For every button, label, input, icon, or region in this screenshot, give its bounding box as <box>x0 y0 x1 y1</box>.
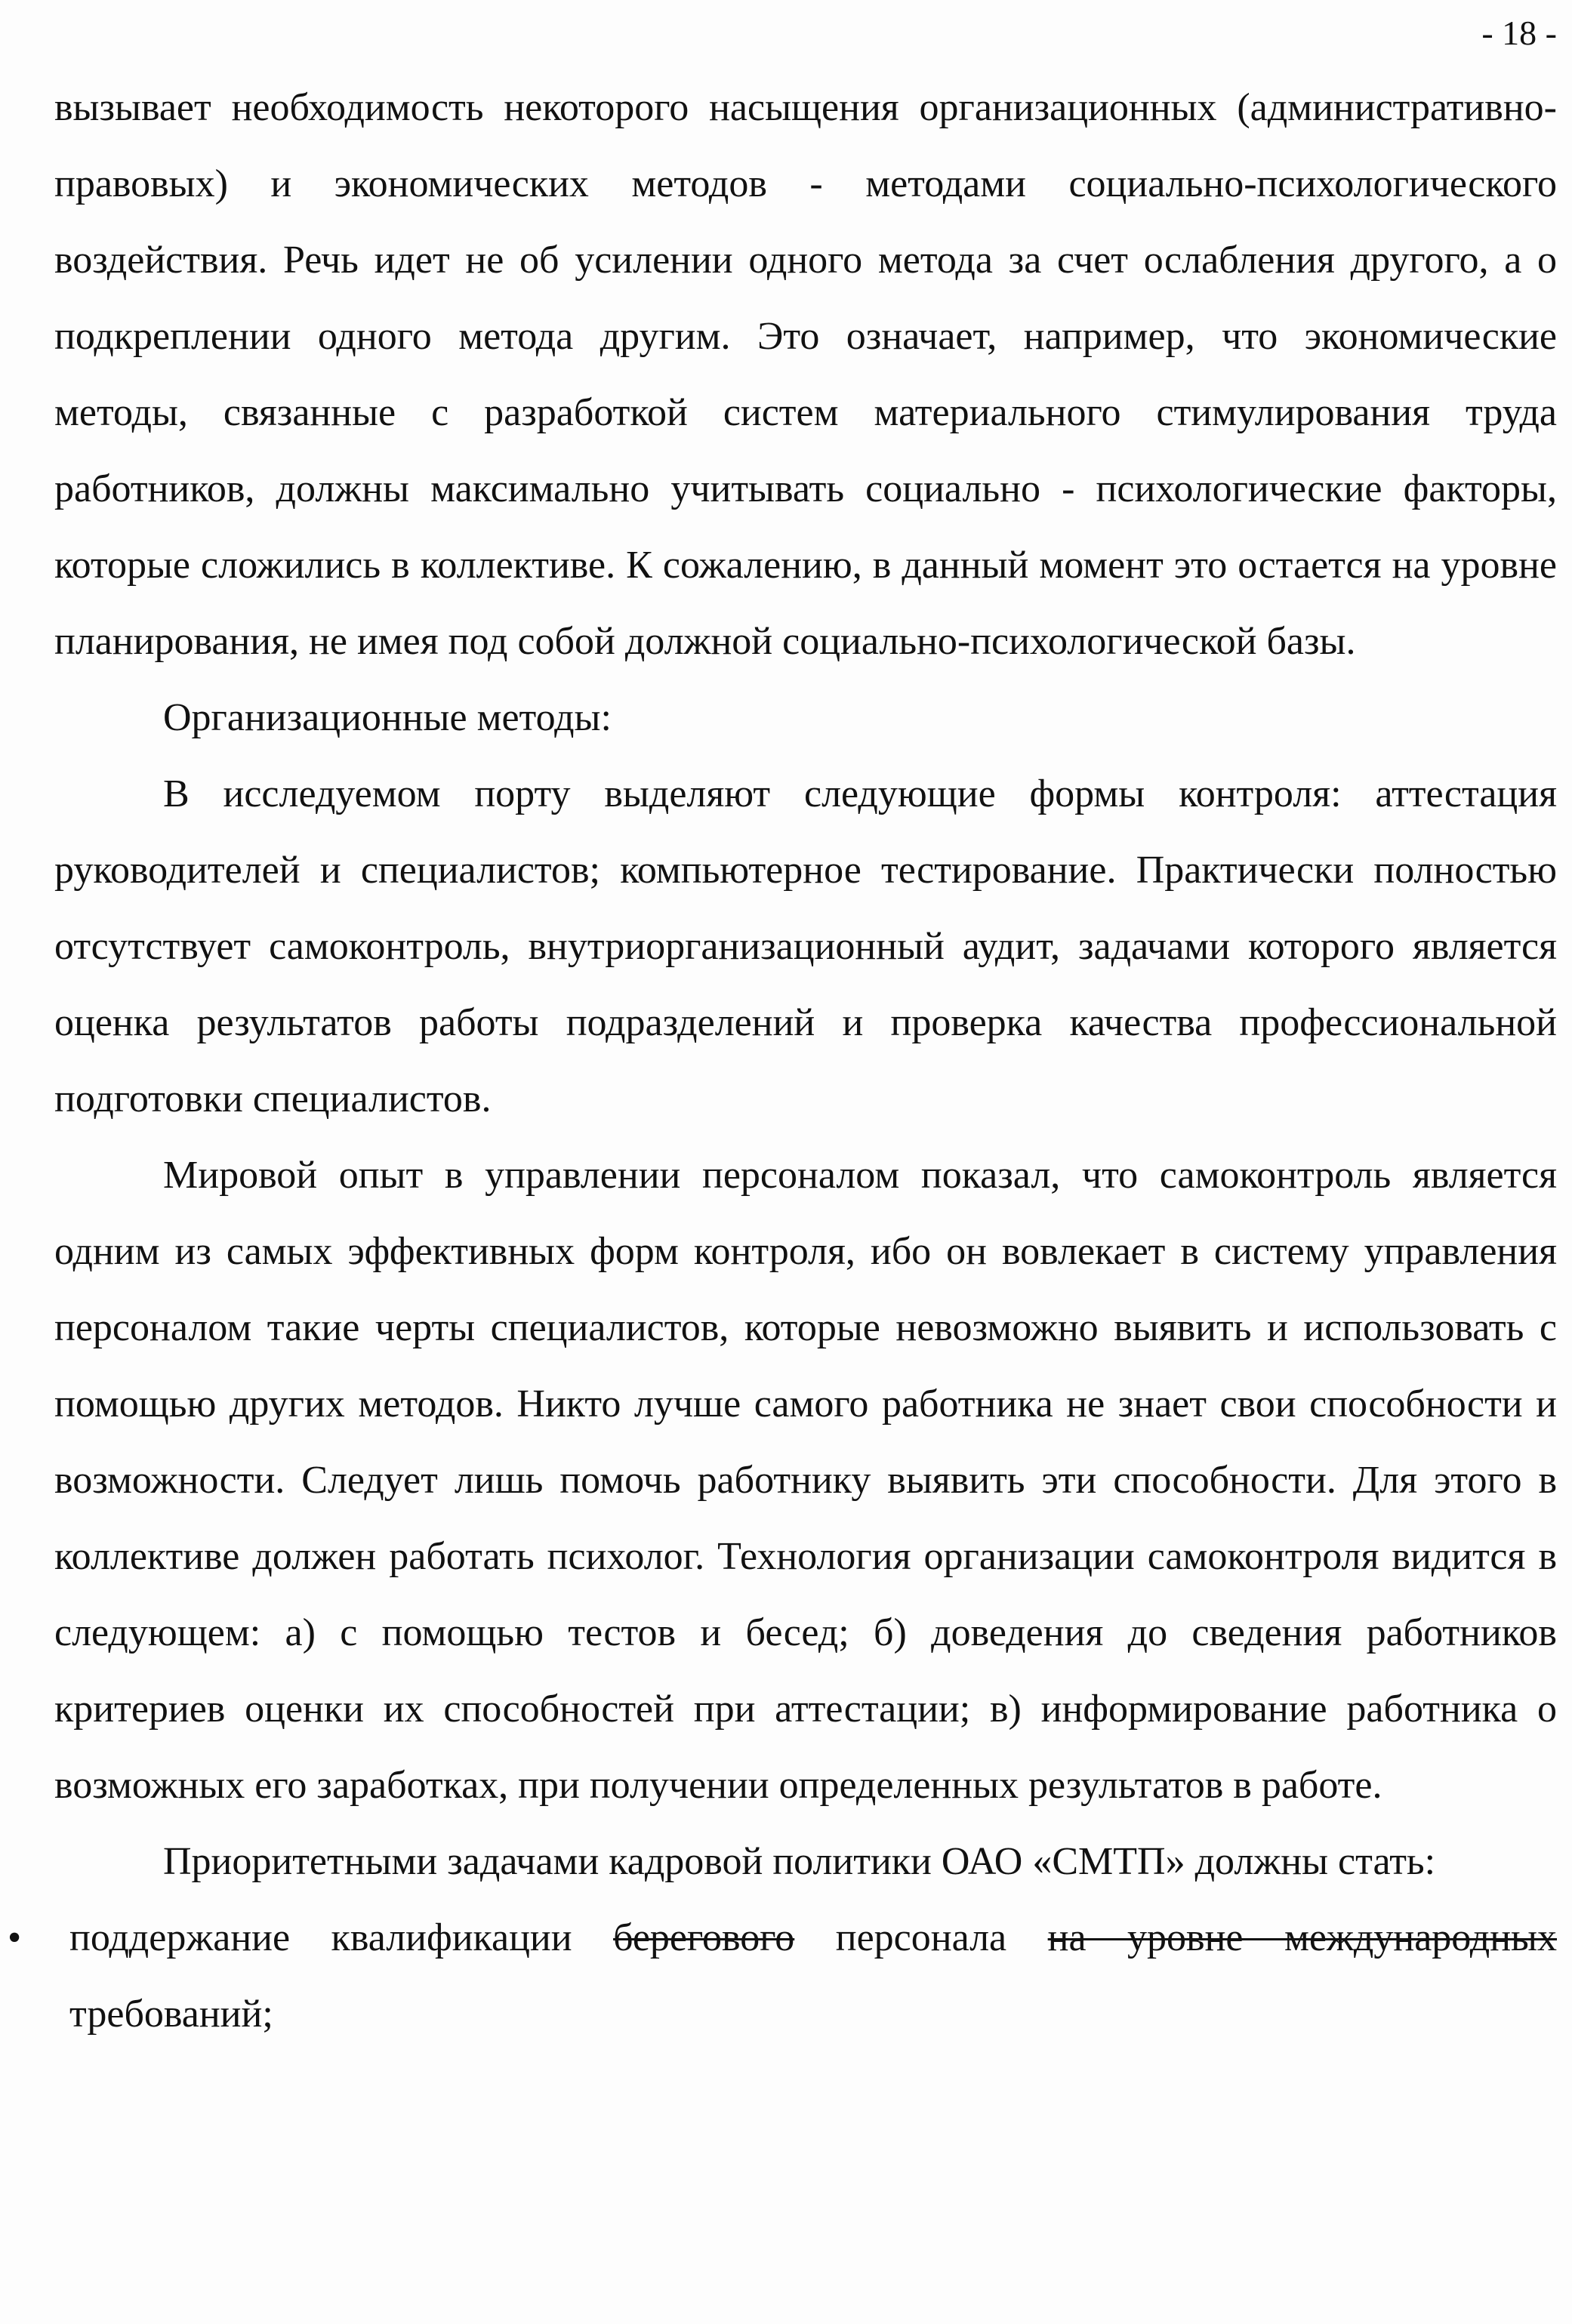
paragraph-self-control: Мировой опыт в управлении персоналом показал, что самоконтроль является одним из самых эффективных форм контроля, ибо он вовлекает в систему управления персоналом такие черты специалистов, которые невозможно выявить и использовать с помощью других методов. Никто лучше самого работника не знает свои способности и возможности. Следует лишь помочь работнику выявить эти способности. Для этого в коллективе должен работать психолог. Технология организации самоконтроля видится в следующем: а) с помощью тестов и бесед; б) доведения до сведения работников критериев оценки их способностей при аттестации; в) информирование работника о возможных его заработках, при получении определенных результатов в работе. <box>54 1154 1557 1807</box>
document-body <box>8 69 1557 2052</box>
bullet-list-item <box>8 1900 1557 2052</box>
paragraph-intro: вызывает необходимость некоторого насыщения организационных (административно-правовых) и экономических методов - методами социально-психологического воздействия. Речь идет не об усилении одного метода за счет ослабления другого, а о подкреплении одного метода другим. Это означает, например, что экономические методы, связанные с разработкой систем материального стимулирования труда работников, должны максимально учитывать социально - психологические факторы, которые сложились в коллективе. К сожалению, в данный момент это остается на уровне планирования, не имея под собой должной социально-психологической базы. <box>54 86 1557 663</box>
bullet-text-part: требований; <box>69 1993 273 2036</box>
bullet-struck-text: берегового <box>613 1916 795 1959</box>
bullet-marker: • <box>8 1916 22 1959</box>
bullet-text-part: поддержание квалификации <box>69 1916 614 1959</box>
section-heading-organizational-methods: Организационные методы: <box>163 696 612 739</box>
bullet-text-part: персонала <box>794 1916 1048 1959</box>
paragraph-control-forms: В исследуемом порту выделяют следующие формы контроля: аттестация руководителей и специалистов; компьютерное тестирование. Практически полностью отсутствует самоконтроль, внутриорганизационный аудит, задачами которого является оценка результатов работы подразделений и проверка качества профессиональной подготовки специалистов. <box>54 772 1557 1120</box>
paragraph-priorities: Приоритетными задачами кадровой политики ОАО «СМТП» должны стать: <box>163 1840 1436 1883</box>
bullet-struck-text: на уровне международных <box>1047 1916 1557 1959</box>
page-number: - 18 - <box>1481 14 1557 52</box>
